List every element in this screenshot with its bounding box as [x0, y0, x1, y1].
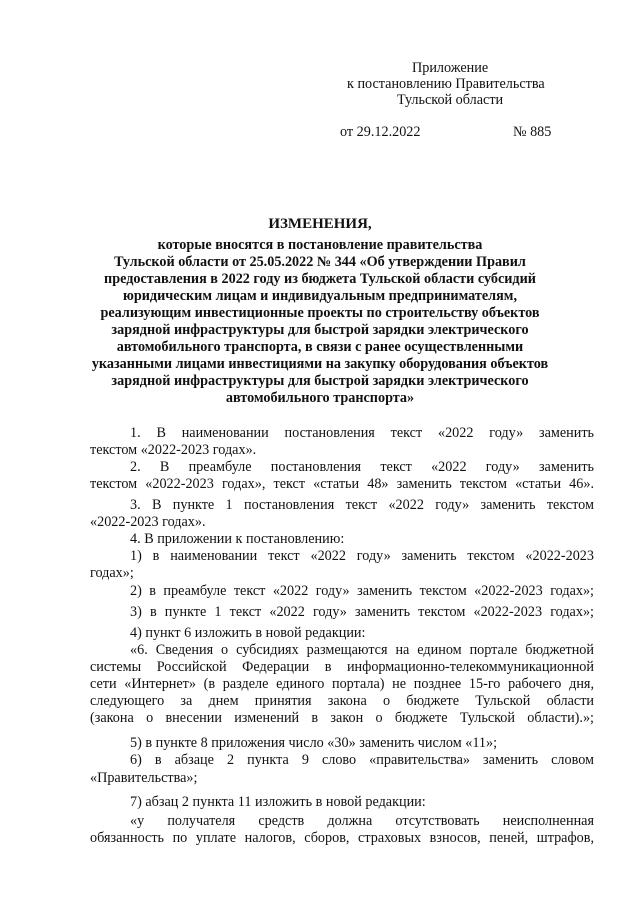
body-line: текстом «2022-2023 годах», текст «статьи 48» заменить текстом «статьи 46».: [90, 476, 594, 492]
body-line: «2022-2023 годах».: [90, 514, 206, 530]
body-line: сети «Интернет» (в разделе единого портала) не позднее 15-го рабочего дня,: [90, 676, 594, 692]
body-line: следующего за днем принятия закона о бюджете Тульской области: [90, 693, 594, 709]
body-line: 1. В наименовании постановления текст «2022 году» заменить: [130, 425, 594, 441]
body-line: 2. В преамбуле постановления текст «2022 году» заменить: [130, 459, 594, 475]
body-line: текстом «2022-2023 годах».: [90, 442, 257, 458]
body-line: «Правительства»;: [90, 770, 198, 786]
body-line: 2) в преамбуле текст «2022 году» заменить текстом «2022-2023 годах»;: [130, 583, 594, 599]
body-line: 1) в наименовании текст «2022 году» заменить текстом «2022-2023: [130, 548, 594, 564]
title-line: которые вносятся в постановление правительства: [157, 237, 483, 253]
body-line: 7) абзац 2 пункта 11 изложить в новой редакции:: [130, 794, 426, 810]
body-line: 4) пункт 6 изложить в новой редакции:: [130, 625, 366, 641]
body-line: 3. В пункте 1 постановления текст «2022 году» заменить текстом: [130, 497, 594, 513]
title-line: реализующим инвестиционные проекты по строительству объектов: [100, 305, 540, 321]
body-line: (закона о внесении изменений в закон о бюджете Тульской области).»;: [90, 710, 594, 726]
date-label: от 29.12.2022: [340, 124, 421, 140]
document-heading: ИЗМЕНЕНИЯ,: [268, 216, 372, 232]
title-line: зарядной инфраструктуры для быстрой зарядки электрического: [111, 322, 529, 338]
body-line: 4. В приложении к постановлению:: [130, 531, 345, 547]
title-line: Тульской области от 25.05.2022 № 344 «Об утверждении Правил: [114, 254, 526, 270]
body-line: 5) в пункте 8 приложения число «30» заменить числом «11»;: [130, 735, 498, 751]
title-line: автомобильного транспорта, в связи с ранее осуществленными: [116, 339, 524, 355]
body-line: 3) в пункте 1 текст «2022 году» заменить текстом «2022-2023 годах»;: [130, 604, 594, 620]
body-line: системы Российской Федерации в информационно-телекоммуникационной: [90, 659, 594, 675]
region-label: Тульской области: [397, 92, 504, 108]
title-line: указанными лицами инвестициями на закупку оборудования объектов: [91, 356, 549, 372]
title-line: автомобильного транспорта»: [225, 390, 415, 406]
body-line: 6) в абзаце 2 пункта 9 слово «правительства» заменить словом: [130, 752, 594, 768]
body-line: обязанность по уплате налогов, сборов, страховых взносов, пеней, штрафов,: [90, 830, 594, 846]
title-line: юридическим лицам и индивидуальным предпринимателям,: [122, 288, 518, 304]
title-line: зарядной инфраструктуры для быстрой зарядки электрического: [111, 373, 529, 389]
body-line: годах»;: [90, 565, 134, 581]
body-line: «6. Сведения о субсидиях размещаются на едином портале бюджетной: [130, 642, 594, 658]
title-line: предоставления в 2022 году из бюджета Тульской области субсидий: [104, 271, 536, 287]
body-line: «у получателя средств должна отсутствовать неисполненная: [130, 813, 594, 829]
appendix-label: Приложение: [412, 60, 489, 76]
number-label: № 885: [513, 124, 552, 140]
resolution-label: к постановлению Правительства: [347, 76, 545, 92]
